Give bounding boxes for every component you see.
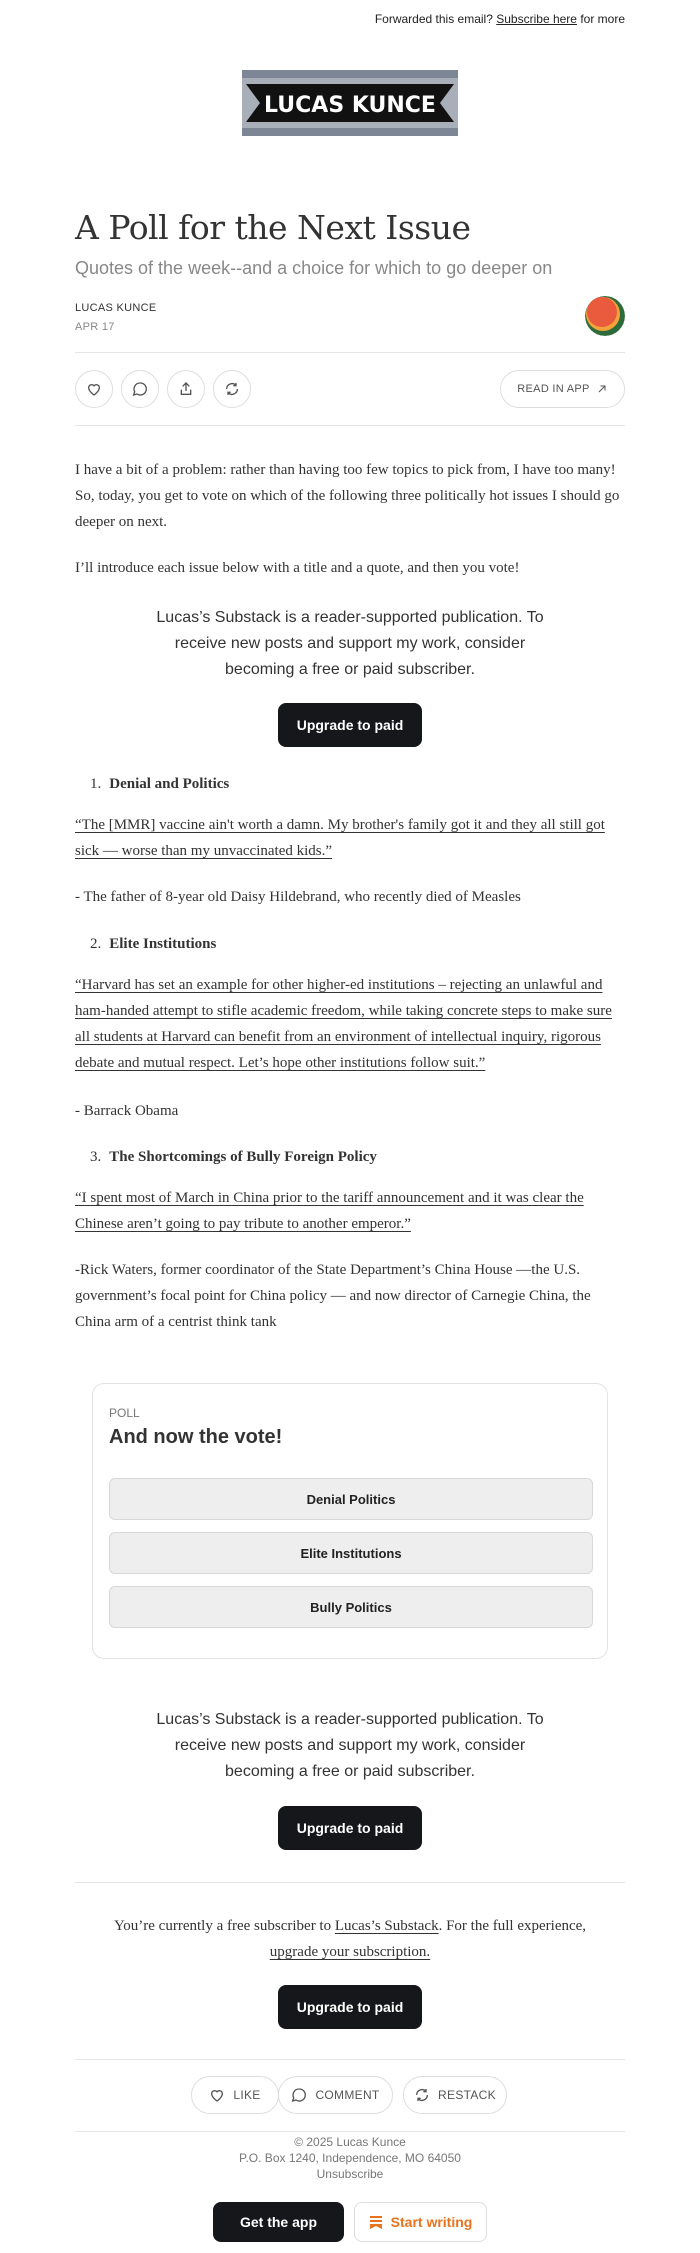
poll-option[interactable]: Elite Institutions <box>109 1532 593 1574</box>
issue-quote-link[interactable]: “Harvard has set an example for other higher-ed institutions – rejecting an unlawful and ham-handed attempt to stifle academic freedom, while taking concrete steps to make sure all students at Harvard can benefit from an environment of intellectual inquiry, rigorous debate and mutual respect. Let’s hope other institutions follow suit.” <box>75 977 612 1071</box>
like-button[interactable] <box>75 370 113 408</box>
poll-option[interactable]: Bully Politics <box>109 1586 593 1628</box>
like-button[interactable] <box>191 2076 279 2114</box>
issue-number: 2. <box>90 936 102 952</box>
comment-icon <box>132 381 148 397</box>
issue-title: The Shortcomings of Bully Foreign Policy <box>109 1149 377 1165</box>
issue-source: -Rick Waters, former coordinator of the State Department’s China House —the U.S. government’s focal point for China policy — and now director of Carnegie China, the China arm of a centrist think tank <box>75 1262 591 1330</box>
start-writing-button[interactable] <box>354 2202 487 2242</box>
substack-icon <box>369 2215 383 2229</box>
restack-icon <box>414 2087 430 2103</box>
issue-title: Denial and Politics <box>109 776 230 792</box>
free-note-middle: . For the full experience, <box>438 1918 587 1934</box>
publication-logo[interactable] <box>242 70 458 136</box>
restack-icon <box>224 381 240 397</box>
heart-icon <box>209 2087 225 2103</box>
comment-icon <box>291 2087 307 2103</box>
poll-title: And now the vote! <box>109 1426 283 1448</box>
restack-label: RESTACK <box>438 2088 496 2102</box>
comment-button[interactable] <box>121 370 159 408</box>
divider <box>75 2059 625 2060</box>
logo-text: LUCAS KUNCE <box>264 93 436 118</box>
restack-button[interactable] <box>213 370 251 408</box>
divider <box>75 352 625 353</box>
poll-card <box>92 1383 608 1659</box>
post-date: APR 17 <box>75 321 115 333</box>
poll-option[interactable]: Denial Politics <box>109 1478 593 1520</box>
free-subscriber-note <box>100 1913 600 1965</box>
like-label: LIKE <box>233 2088 261 2102</box>
footer-copyright: © 2025 Lucas Kunce <box>294 2135 406 2149</box>
issue-source: - The father of 8-year old Daisy Hildebrand, who recently died of Measles <box>75 889 521 905</box>
divider <box>75 1882 625 1883</box>
upgrade-subscription-link[interactable]: upgrade your subscription. <box>269 1944 431 1960</box>
issue-number: 1. <box>90 776 102 792</box>
divider <box>75 425 625 426</box>
poll-label: POLL <box>109 1406 140 1420</box>
upgrade-to-paid-button[interactable]: Upgrade to paid <box>278 1985 422 2029</box>
footer-address: P.O. Box 1240, Independence, MO 64050 <box>239 2151 461 2165</box>
post-subtitle: Quotes of the week--and a choice for which to go deeper on <box>75 258 553 278</box>
read-in-app-button[interactable] <box>500 370 625 408</box>
issue-number: 3. <box>90 1149 102 1165</box>
forward-text: Forwarded this email? <box>374 12 493 26</box>
issue-heading <box>90 1149 377 1166</box>
read-in-app-label: READ IN APP <box>517 383 590 395</box>
heart-icon <box>86 381 102 397</box>
restack-button[interactable] <box>403 2076 507 2114</box>
issue-quote-link[interactable]: “I spent most of March in China prior to the tariff announcement and it was clear the Chinese aren’t going to pay tribute to another emperor.” <box>75 1190 584 1232</box>
free-note-text: You’re currently a free subscriber to <box>113 1918 332 1934</box>
post-author[interactable]: LUCAS KUNCE <box>75 302 157 314</box>
share-icon <box>178 381 194 397</box>
get-the-app-button[interactable]: Get the app <box>213 2202 344 2242</box>
arrow-up-right-icon <box>596 383 608 395</box>
share-button[interactable] <box>167 370 205 408</box>
comment-button[interactable] <box>278 2076 393 2114</box>
forward-suffix: for more <box>580 12 625 26</box>
issue-quote-link[interactable]: “The [MMR] vaccine ain't worth a damn. My brother's family got it and they all still got sick — worse than my unvaccinated kids.” <box>75 817 605 859</box>
upgrade-to-paid-button[interactable]: Upgrade to paid <box>278 1806 422 1850</box>
publication-link[interactable]: Lucas’s Substack <box>334 1918 439 1934</box>
post-title[interactable]: A Poll for the Next Issue <box>75 208 471 247</box>
issue-title: Elite Institutions <box>109 936 217 952</box>
upgrade-to-paid-button[interactable]: Upgrade to paid <box>278 703 422 747</box>
subscribe-note: Lucas’s Substack is a reader-supported publication. To receive new posts and support my work, consider becoming a free or paid subscriber. <box>156 1711 544 1780</box>
forward-note <box>375 12 625 26</box>
issue-source: - Barrack Obama <box>75 1103 179 1119</box>
intro-paragraph-1: I have a bit of a problem: rather than having too few topics to pick from, I have too many! So, today, you get to vote on which of the following three politically hot issues I should go deeper on next. <box>75 462 620 530</box>
author-avatar[interactable] <box>585 296 625 336</box>
divider <box>75 2131 625 2132</box>
subscribe-note: Lucas’s Substack is a reader-supported publication. To receive new posts and support my work, consider becoming a free or paid subscriber. <box>156 609 544 678</box>
issue-heading <box>90 776 229 793</box>
issue-heading <box>90 936 216 953</box>
comment-label: COMMENT <box>315 2088 380 2102</box>
start-writing-label: Start writing <box>390 2214 473 2230</box>
intro-paragraph-2: I’ll introduce each issue below with a title and a quote, and then you vote! <box>75 560 520 576</box>
subscribe-here-link[interactable]: Subscribe here <box>496 12 577 26</box>
unsubscribe-link[interactable]: Unsubscribe <box>316 2167 384 2181</box>
